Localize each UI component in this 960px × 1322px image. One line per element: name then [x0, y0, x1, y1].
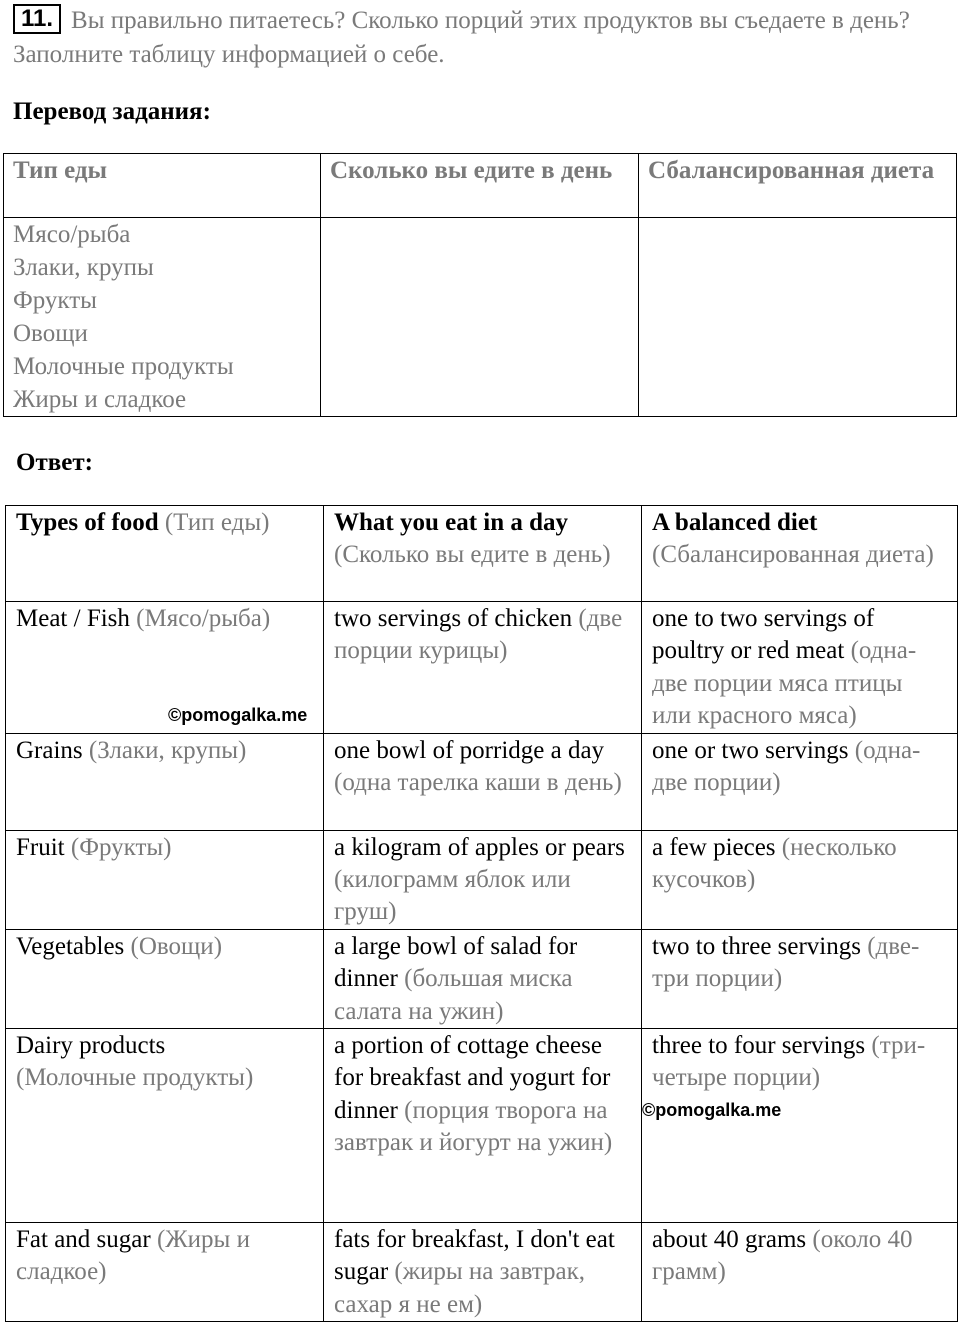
header-cell [642, 506, 958, 602]
cell-ru: (три-четыре порции) [652, 1032, 926, 1092]
cell-en: one or two servings [652, 736, 849, 764]
cell-ru: (одна тарелка каши в день) [334, 769, 622, 797]
food-type-cell: Злаки, крупы [4, 251, 321, 284]
empty-cell [321, 218, 639, 252]
table-row [6, 1223, 958, 1322]
cell-en: a large bowl of salad for dinner [334, 932, 578, 993]
header-en: A balanced diet [652, 509, 818, 536]
cell-en: a kilogram of apples or pears [334, 833, 625, 861]
empty-cell [321, 251, 639, 284]
answer-table-header [6, 506, 958, 602]
eat-cell [324, 929, 642, 1028]
table-row [4, 251, 957, 284]
cell-en: one bowl of porridge a day [334, 736, 605, 764]
answer-heading: Ответ: [16, 449, 93, 476]
header-ru: (Сбалансированная диета) [652, 541, 934, 569]
food-type-cell: Молочные продукты [4, 350, 321, 383]
cell-ru: (порция творога на завтрак и йогурт на ужин) [334, 1096, 613, 1157]
cell-en: Fat and sugar [16, 1226, 151, 1254]
food-cell [6, 1029, 324, 1223]
diet-cell [642, 733, 958, 830]
cell-ru: (Овощи) [124, 932, 223, 960]
task-statement [13, 4, 948, 72]
empty-cell [639, 383, 957, 417]
header-cell: Сбалансированная диета [639, 154, 957, 218]
header-en: Types of food [16, 509, 159, 536]
food-cell [6, 1223, 324, 1322]
cell-en: Meat / Fish [16, 605, 130, 632]
cell-ru: (Злаки, крупы) [82, 736, 247, 764]
empty-cell [639, 350, 957, 383]
cell-ru: (килограмм яблок или груш) [334, 866, 571, 926]
eat-cell [324, 733, 642, 830]
cell-en: Fruit [16, 833, 65, 861]
empty-cell [321, 284, 639, 317]
task-number: 11. [13, 4, 61, 34]
food-cell [6, 733, 324, 830]
diet-cell [642, 602, 958, 734]
cell-ru: (жиры на завтрак, сахар я не ем) [334, 1258, 586, 1318]
eat-cell [324, 1029, 642, 1223]
cell-en: three to four servings [652, 1032, 866, 1060]
translation-table [3, 153, 957, 417]
table-row [4, 383, 957, 417]
table-row [6, 830, 958, 929]
header-cell [6, 506, 324, 602]
cell-ru: (Фрукты) [64, 833, 172, 861]
cell-ru: (несколько кусочков) [652, 833, 897, 894]
cell-ru: (две-три порции) [652, 932, 920, 993]
table-row [6, 1029, 958, 1223]
empty-cell [639, 284, 957, 317]
cell-ru: (большая миска салата на ужин) [334, 965, 573, 1025]
food-cell [6, 830, 324, 929]
empty-cell [639, 317, 957, 350]
watermark: ©pomogalka.me [168, 705, 308, 725]
cell-ru: (одна-две порции мяса птицы или красного мяса) [652, 637, 917, 730]
cell-ru: (Мясо/рыба) [129, 605, 271, 632]
cell-en: Dairy products [16, 1032, 166, 1060]
cell-en: one to two servings of poultry or red meat [652, 605, 875, 665]
diet-cell [642, 929, 958, 1028]
food-type-cell: Жиры и сладкое [4, 383, 321, 417]
header-ru: (Тип еды) [158, 509, 270, 536]
cell-en: about 40 grams [652, 1226, 807, 1254]
cell-en: fats for breakfast, I don't eat sugar [334, 1226, 615, 1286]
cell-ru: (Молочные продукты) [16, 1064, 254, 1092]
header-cell [324, 506, 642, 602]
empty-cell [321, 350, 639, 383]
header-cell: Сколько вы едите в день [321, 154, 639, 218]
food-type-cell: Овощи [4, 317, 321, 350]
eat-cell [324, 1223, 642, 1322]
cell-ru: (одна-две порции) [652, 736, 921, 797]
cell-en: two servings of chicken [334, 605, 573, 632]
header-cell: Тип еды [4, 154, 321, 218]
diet-cell [642, 1029, 958, 1223]
empty-cell [321, 383, 639, 417]
watermark: ©pomogalka.me [642, 1100, 782, 1120]
table-row [6, 602, 958, 734]
translation-heading: Перевод задания: [13, 98, 211, 125]
diet-cell [642, 830, 958, 929]
cell-en: a few pieces [652, 833, 776, 861]
eat-cell [324, 830, 642, 929]
cell-ru: (Жиры и сладкое) [16, 1226, 250, 1286]
table-row [4, 350, 957, 383]
cell-en: two to three servings [652, 932, 861, 960]
empty-cell [639, 218, 957, 252]
task-text: Вы правильно питаетесь? Сколько порций этих продуктов вы съедаете в день? Заполните таблицу информацией о себе. [13, 7, 910, 68]
table-row [4, 284, 957, 317]
food-type-cell: Фрукты [4, 284, 321, 317]
answer-table [5, 505, 958, 1322]
table-row [6, 733, 958, 830]
cell-en: a portion of cottage cheese for breakfast and yogurt for dinner [334, 1032, 611, 1124]
eat-cell [324, 602, 642, 734]
table-row [6, 929, 958, 1028]
diet-cell [642, 1223, 958, 1322]
cell-ru: (около 40 грамм) [652, 1226, 913, 1286]
header-en: What you eat in a day [334, 509, 569, 536]
cell-ru: (две порции курицы) [334, 605, 623, 665]
empty-cell [639, 251, 957, 284]
table-row [4, 218, 957, 252]
cell-en: Grains [16, 736, 83, 764]
table-row [4, 317, 957, 350]
cell-en: Vegetables [16, 932, 125, 960]
header-ru: (Сколько вы едите в день) [334, 541, 611, 569]
translation-table-header [4, 154, 957, 218]
empty-cell [321, 317, 639, 350]
food-type-cell: Мясо/рыба [4, 218, 321, 252]
food-cell [6, 929, 324, 1028]
